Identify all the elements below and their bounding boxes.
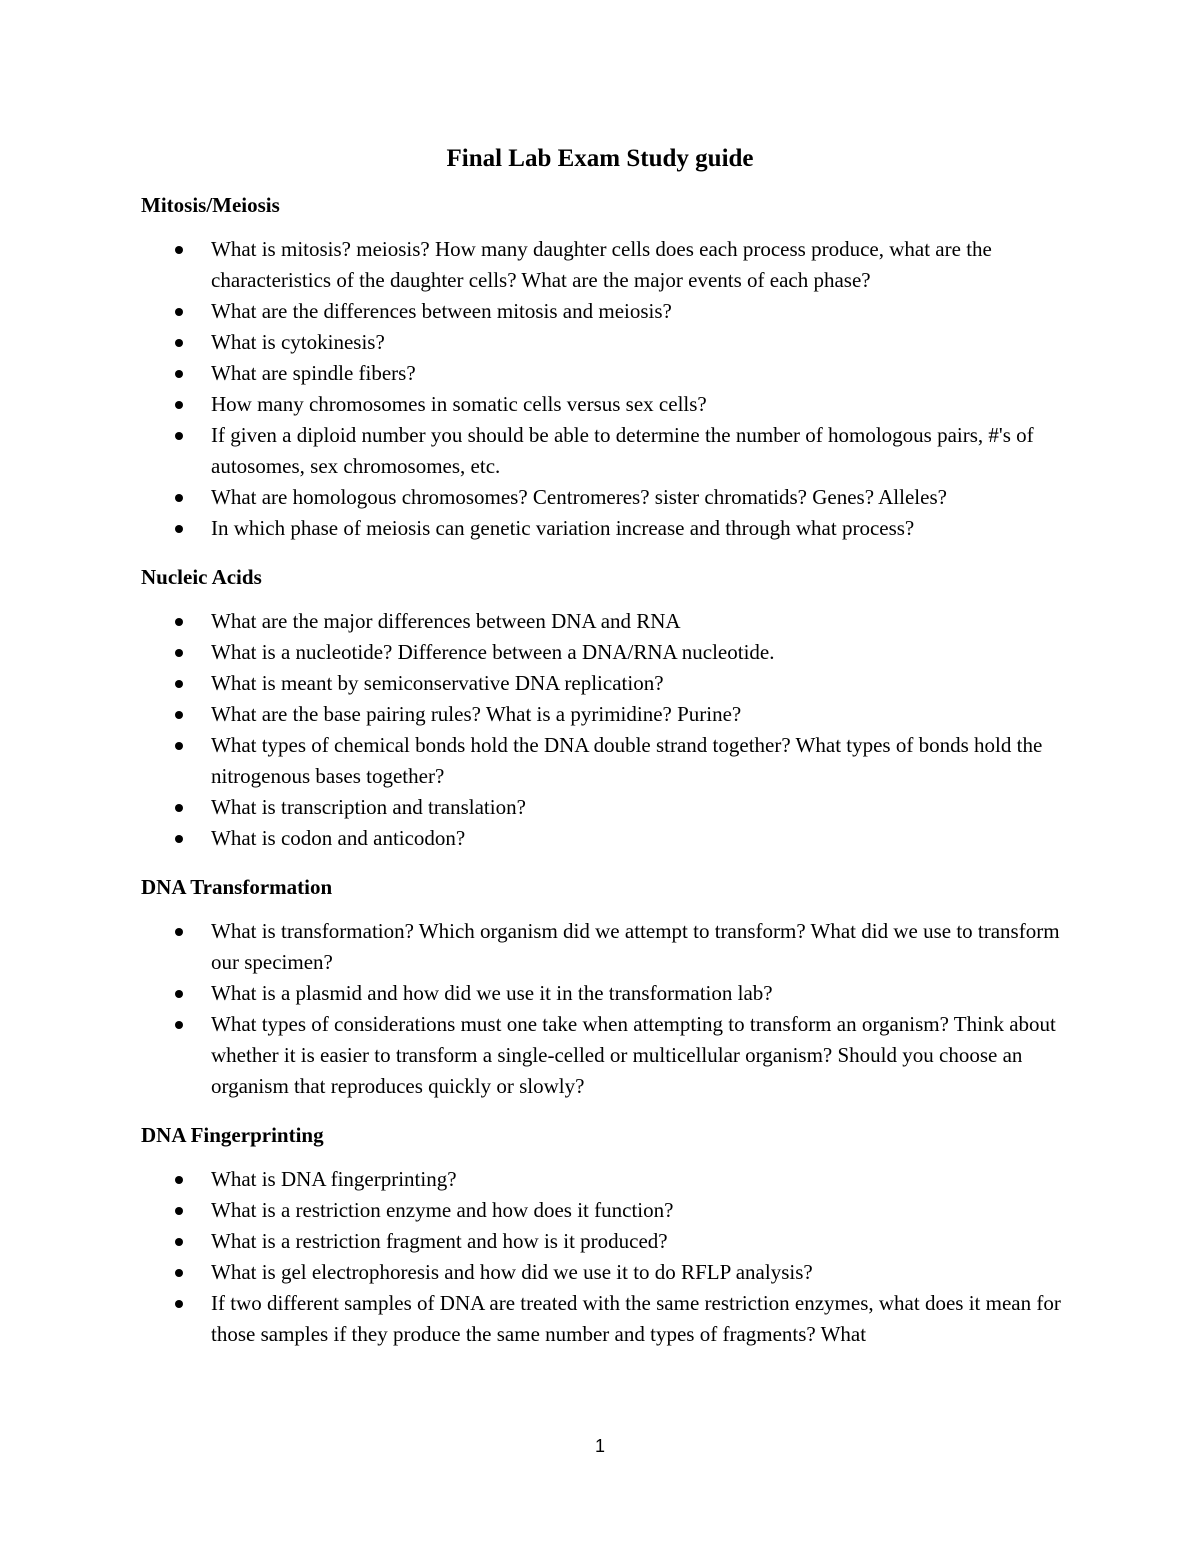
bullet-icon: [175, 742, 183, 750]
question-text: What are spindle fibers?: [211, 361, 416, 385]
bullet-icon: [175, 804, 183, 812]
bullet-icon: [175, 308, 183, 316]
question-text: What is transcription and translation?: [211, 795, 526, 819]
list-item: [141, 482, 1081, 513]
question-text: If given a diploid number you should be able to determine the number of homologous pairs, #'s of autosomes, sex chromosomes, etc.: [211, 423, 1034, 478]
list-item: [141, 513, 1081, 544]
list-item: [141, 389, 1081, 420]
question-text: How many chromosomes in somatic cells versus sex cells?: [211, 392, 707, 416]
section-dna-transformation: [141, 872, 1081, 1102]
bullet-icon: [175, 1021, 183, 1029]
question-text: What is meant by semiconservative DNA replication?: [211, 671, 664, 695]
bullet-icon: [175, 432, 183, 440]
question-text: In which phase of meiosis can genetic variation increase and through what process?: [211, 516, 915, 540]
list-item: [141, 1195, 1081, 1226]
bullet-icon: [175, 370, 183, 378]
question-list: [141, 234, 1081, 544]
bullet-icon: [175, 525, 183, 533]
list-item: [141, 327, 1081, 358]
question-text: What are the major differences between DNA and RNA: [211, 609, 681, 633]
list-item: [141, 1288, 1081, 1350]
list-item: [141, 1226, 1081, 1257]
bullet-icon: [175, 680, 183, 688]
list-item: [141, 699, 1081, 730]
question-text: What is transformation? Which organism did we attempt to transform? What did we use to transform our specimen?: [211, 919, 1060, 974]
question-text: What is a restriction fragment and how is it produced?: [211, 1229, 668, 1253]
question-list: [141, 606, 1081, 854]
list-item: [141, 916, 1081, 978]
list-item: [141, 823, 1081, 854]
question-text: What is a plasmid and how did we use it in the transformation lab?: [211, 981, 773, 1005]
section-nucleic-acids: [141, 562, 1081, 854]
bullet-icon: [175, 649, 183, 657]
list-item: [141, 792, 1081, 823]
question-text: What is DNA fingerprinting?: [211, 1167, 457, 1191]
bullet-icon: [175, 339, 183, 347]
question-text: If two different samples of DNA are treated with the same restriction enzymes, what does it mean for those samples if they produce the same number and types of fragments? What: [211, 1291, 1061, 1346]
bullet-icon: [175, 1269, 183, 1277]
list-item: [141, 730, 1081, 792]
document-content: [141, 190, 1081, 1350]
bullet-icon: [175, 928, 183, 936]
list-item: [141, 1009, 1081, 1102]
section-heading: DNA Transformation: [141, 875, 333, 899]
list-item: [141, 234, 1081, 296]
list-item: [141, 1257, 1081, 1288]
bullet-icon: [175, 835, 183, 843]
bullet-icon: [175, 494, 183, 502]
bullet-icon: [175, 246, 183, 254]
bullet-icon: [175, 618, 183, 626]
bullet-icon: [175, 1300, 183, 1308]
question-text: What is mitosis? meiosis? How many daughter cells does each process produce, what are the characteristics of the daughter cells? What are the major events of each phase?: [211, 237, 992, 292]
section-heading: DNA Fingerprinting: [141, 1123, 324, 1147]
bullet-icon: [175, 401, 183, 409]
section-heading: Mitosis/Meiosis: [141, 193, 280, 217]
list-item: [141, 637, 1081, 668]
document-title: Final Lab Exam Study guide: [446, 145, 754, 172]
question-text: What are homologous chromosomes? Centromeres? sister chromatids? Genes? Alleles?: [211, 485, 947, 509]
page-number: 1: [594, 1436, 605, 1456]
list-item: [141, 420, 1081, 482]
question-list: [141, 916, 1081, 1102]
list-item: [141, 358, 1081, 389]
bullet-icon: [175, 1207, 183, 1215]
question-text: What is cytokinesis?: [211, 330, 385, 354]
list-item: [141, 1164, 1081, 1195]
bullet-icon: [175, 711, 183, 719]
question-text: What types of considerations must one take when attempting to transform an organism? Think about whether it is easier to transform a single-celled or multicellular organism? Should you choose an organism that reproduces quickly or slowly?: [211, 1012, 1056, 1098]
list-item: [141, 978, 1081, 1009]
question-text: What types of chemical bonds hold the DNA double strand together? What types of bonds hold the nitrogenous bases together?: [211, 733, 1043, 788]
list-item: [141, 296, 1081, 327]
section-dna-fingerprinting: [141, 1120, 1081, 1350]
bullet-icon: [175, 1176, 183, 1184]
question-text: What is a nucleotide? Difference between a DNA/RNA nucleotide.: [211, 640, 775, 664]
question-list: [141, 1164, 1081, 1350]
question-text: What is codon and anticodon?: [211, 826, 466, 850]
question-text: What is gel electrophoresis and how did we use it to do RFLP analysis?: [211, 1260, 813, 1284]
question-text: What are the base pairing rules? What is a pyrimidine? Purine?: [211, 702, 742, 726]
section-heading: Nucleic Acids: [141, 565, 262, 589]
question-text: What is a restriction enzyme and how does it function?: [211, 1198, 674, 1222]
section-mitosis-meiosis: [141, 190, 1081, 544]
bullet-icon: [175, 990, 183, 998]
bullet-icon: [175, 1238, 183, 1246]
list-item: [141, 606, 1081, 637]
question-text: What are the differences between mitosis and meiosis?: [211, 299, 672, 323]
list-item: [141, 668, 1081, 699]
